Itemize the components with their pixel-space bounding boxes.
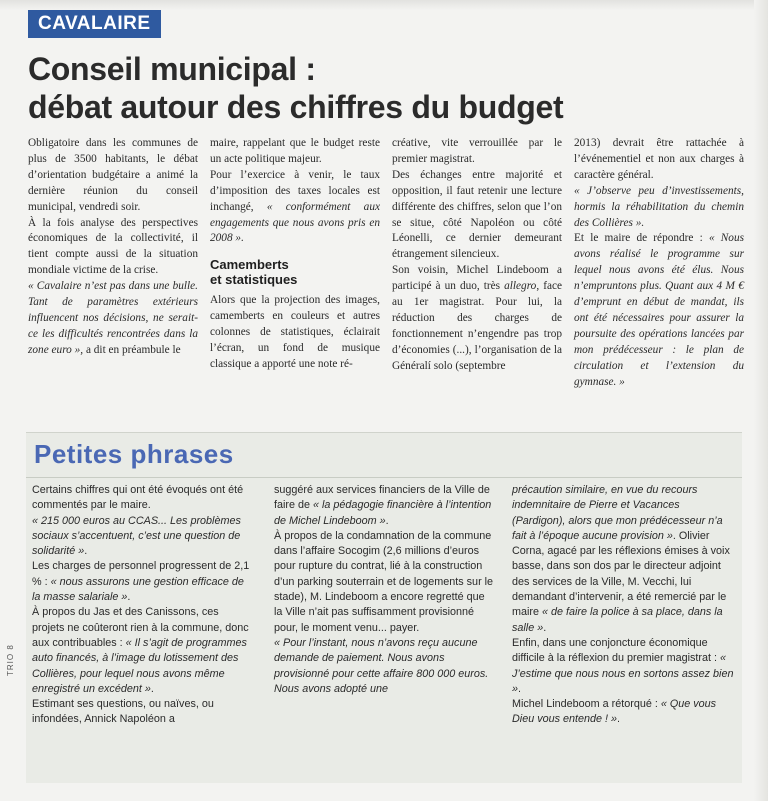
quote: précaution similaire, en vue du recours indemnitaire de Pierre et Vacances (Pardigon), alors que mon prédécesseur n’a fait à l’époque aucune provision » [512, 484, 723, 542]
quote: « nous assurons une gestion efficace de la masse salariale » [32, 575, 244, 604]
text: Enfin, dans une conjoncture économique difficile à la réflexion du premier magistrat : [512, 636, 718, 665]
paragraph: maire, rappelant que le budget reste un acte politique majeur. [210, 137, 380, 165]
paragraph: À propos de la condamnation de la commune dans l’affaire Socogim (2,6 millions d’euros pour rupture du contrat, lié à la construction d’un parking souterrain et de logements sur le stade), M. Lindeboom a encore regretté que la Ville n’ait pas suffisamment provisionné pour, le moment venu... payer. [274, 529, 494, 634]
paragraph [392, 263, 562, 374]
text: Pour l’exercice à venir, le taux d’imposition des taxes locales est inchangé, [210, 168, 380, 213]
paragraph: 2013) devrait être rattachée à l’événementiel et non aux charges à caractère général. [574, 137, 744, 181]
paragraph [574, 231, 744, 390]
quote: « Nous avons réalisé le programme sur lequel nous avons été élus. Nous n’empruntons plus. Quant aux 4 M € d’emprunt en début de mandat, ils ont été nécessaires pour assurer la poursuite des opérations lancées par mon prédécesseur : le plan de circulation et l’extension du gymnase. » [574, 232, 745, 388]
subheading-line-2: et statistiques [210, 272, 298, 288]
italic-word: allegro [500, 280, 537, 293]
section-tag: CAVALAIRE [28, 10, 161, 38]
text: . [543, 621, 547, 634]
sidebar-column-2 [274, 483, 496, 697]
text: Michel Lindeboom a rétorqué : [512, 698, 658, 711]
headline-line-1: Conseil municipal : [28, 51, 316, 87]
paragraph [28, 279, 198, 359]
quote: « J’estime que nous nous en sortons assez bien » [512, 652, 734, 695]
paragraph: Estimant ses questions, ou naïves, ou infondées, Annick Napoléon a [32, 698, 214, 726]
quote: « la pédagogie financière à l’intention de Michel Lindeboom » [274, 499, 492, 527]
page-edge-shadow [754, 0, 768, 801]
sidebar-box [26, 432, 742, 783]
text: . [518, 682, 522, 695]
paragraph [32, 605, 254, 697]
text: . [127, 591, 131, 604]
subheading [210, 257, 380, 287]
quote: « 215 000 euros au CCAS... Les problèmes sociaux s’accentuent, c’est une question de solidarité » [32, 514, 241, 558]
text: . [385, 514, 389, 527]
text: À propos du Jas et des Canissons, ces projets ne coûteront rien à la commune, donc aux contribuables : [32, 606, 249, 649]
headline [28, 50, 748, 126]
paragraph: créative, vite verrouillée par le premier magistrat. [392, 137, 562, 165]
text: Son voisin, Michel Lindeboom a participé à un duo, très [392, 264, 562, 293]
paragraph [512, 697, 734, 728]
headline-line-2: débat autour des chiffres du budget [28, 89, 564, 125]
paragraph [210, 168, 380, 248]
paragraph [32, 559, 254, 605]
article-body [28, 136, 743, 432]
paragraph [32, 514, 254, 560]
quote: « J’observe peu d’investissements, hormis la réhabilitation du chemin des Collières ». [574, 184, 744, 229]
margin-mark: TRIO 8 [6, 644, 15, 676]
quote: « Que vous Dieu vous entende ! » [512, 698, 717, 726]
quote: « de faire la police à sa place, dans la salle » [512, 606, 723, 634]
paragraph: Obligatoire dans les communes de plus de 3500 habitants, le débat d’orientation budgétaire a animé la dernière réunion du conseil municipal, vendredi soir. [28, 137, 198, 213]
paragraph [274, 483, 496, 529]
subheading-line-1: Camemberts [210, 257, 289, 273]
text: , face au 1er magistrat. Pour lui, la réduction des charges de fonctionnement n’engendre pas trop d’économies (...), l’organisation de la Généralí solo (septembre [392, 280, 562, 372]
paragraph: Alors que la projection des images, camemberts en couleurs et autres colonnes de statistiques, éclairait l’écran, un fond de musique classique a apporté une note ré- [210, 294, 380, 370]
quote: « Cavalaire n’est pas dans une bulle. Tant de paramètres extérieurs influencent nos décisions, ne serait-ce les difficultés rencontrées dans la zone euro », [28, 280, 198, 356]
article-column-2 [210, 136, 380, 373]
text: suggéré aux services financiers de la Ville de faire de [274, 484, 490, 512]
text: . [150, 682, 154, 695]
sidebar-title: Petites phrases [34, 439, 234, 469]
quote: « conformément aux engagements que nous avons pris en 2008 ». [210, 200, 380, 245]
quote: « Il s’agit de programmes auto financés, à l’image du lotissement des Collières, pour lequel nous avons même enregistré un excédent » [32, 636, 247, 695]
paragraph [512, 483, 734, 636]
text: Et le maire de répondre : [574, 232, 703, 245]
text: . Olivier Corna, agacé par les réflexions émises à voix basse, dans son dos par le directeur adjoint des services de la Ville, M. Vecchi, lui demandant d’intervenir, a été remercié par le maire [512, 529, 730, 619]
article-column-4 [574, 136, 744, 391]
sidebar-column-1 [32, 483, 254, 728]
text: a dit en préambule le [83, 343, 181, 356]
quote: « Pour l’instant, nous n’avons reçu aucune demande de paiement. Nous avons provisionné pour cette affaire 800 000 euros. Nous avons adopté une [274, 636, 489, 695]
paragraph: À la fois analyse des perspectives économiques de la collectivité, il tient compte aussi de la situation mondiale victime de la crise. [28, 216, 198, 277]
text: . [84, 545, 88, 558]
sidebar-column-3 [512, 483, 734, 728]
article-column-1 [28, 136, 198, 359]
paragraph: Des échanges entre majorité et opposition, il faut retenir une lecture différente des chiffres, selon que l’on se situe, côté Napoléon ou côté Léonelli, ce dernier demeurant étrangement silencieux. [392, 168, 562, 261]
divider [26, 477, 742, 478]
text: . [617, 713, 621, 726]
top-edge [0, 0, 768, 10]
paragraph [512, 636, 734, 697]
text: Les charges de personnel progressent de 2,1 % : [32, 560, 250, 588]
paragraph: Certains chiffres qui ont été évoqués ont été commentés par le maire. [32, 484, 244, 512]
article-column-3 [392, 136, 562, 375]
